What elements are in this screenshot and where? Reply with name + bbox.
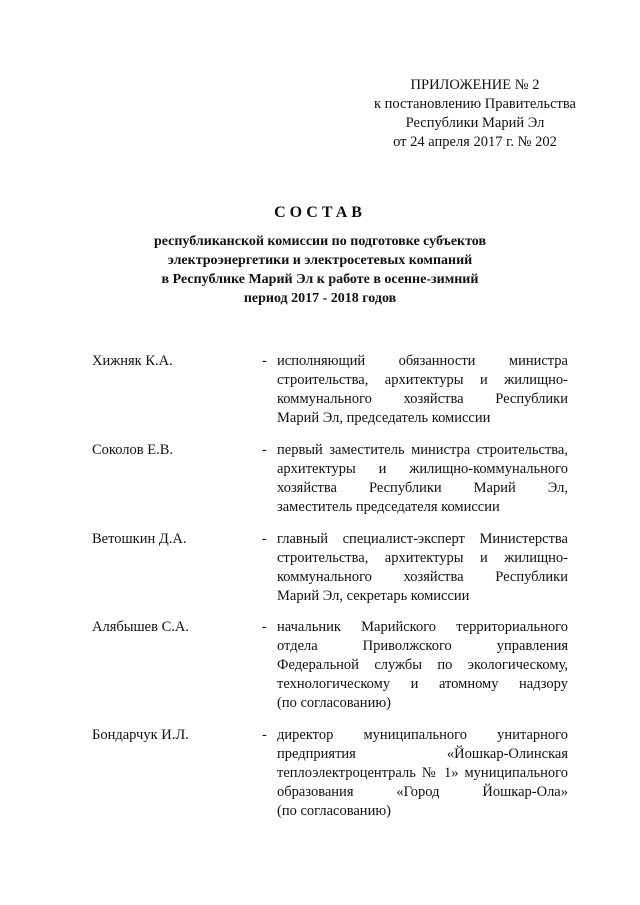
member-role	[277, 530, 568, 606]
role-line: Марий Эл, председатель комиссии	[277, 410, 491, 426]
role-line: заместитель председателя комиссии	[277, 499, 500, 515]
document-subtitle	[120, 232, 520, 308]
role-line: исполняющий обязанности министра	[277, 353, 568, 369]
role-line: отдела Приволжского управления	[277, 638, 568, 654]
role-line: строительства, архитектуры и жилищно-	[277, 550, 568, 566]
role-line: Федеральной службы по экологическому,	[277, 657, 568, 673]
appendix-ref: к постановлению Правительства	[374, 96, 576, 112]
member-name: Хижняк К.А.	[92, 353, 173, 369]
member-dash: -	[262, 727, 267, 743]
role-line: коммунального хозяйства Республики	[277, 391, 568, 407]
subtitle-line: в Республике Марий Эл к работе в осенне-зимний	[161, 272, 479, 287]
member-name: Алябышев С.А.	[92, 619, 189, 635]
document-title: СОСТАВ	[274, 204, 366, 221]
member-role	[277, 441, 568, 517]
role-line: предприятия «Йошкар-Олинская	[277, 746, 568, 762]
member-name: Бондарчук И.Л.	[92, 727, 189, 743]
appendix-date: от 24 апреля 2017 г. № 202	[393, 134, 557, 150]
subtitle-line: период 2017 - 2018 годов	[243, 291, 397, 306]
role-line: коммунального хозяйства Республики	[277, 569, 568, 585]
role-line: строительства, архитектуры и жилищно-	[277, 372, 568, 388]
role-line: хозяйства Республики Марий Эл,	[277, 480, 568, 496]
appendix-header	[340, 76, 610, 152]
subtitle-line: электроэнергетики и электросетевых компаний	[167, 253, 473, 268]
member-dash: -	[262, 619, 267, 635]
role-line: архитектуры и жилищно-коммунального	[277, 461, 568, 477]
appendix-republic: Республики Марий Эл	[405, 115, 545, 131]
member-role	[277, 352, 568, 428]
role-line: Марий Эл, секретарь комиссии	[277, 588, 470, 604]
role-line: начальник Марийского территориального	[277, 619, 568, 635]
appendix-title: ПРИЛОЖЕНИЕ № 2	[410, 77, 540, 93]
role-line: первый заместитель министра строительства,	[277, 442, 568, 458]
member-role	[277, 726, 568, 821]
role-line: теплоэлектроцентраль № 1» муниципального	[277, 765, 568, 781]
member-dash: -	[262, 442, 267, 458]
role-line: директор муниципального унитарного	[277, 727, 568, 743]
role-line: технологическому и атомному надзору	[277, 676, 568, 692]
member-name: Ветошкин Д.А.	[92, 531, 187, 547]
subtitle-line: республиканской комиссии по подготовке субъектов	[153, 234, 486, 249]
role-line: (по согласованию)	[277, 695, 391, 711]
role-line: образования «Город Йошкар-Ола»	[277, 784, 568, 800]
member-role	[277, 618, 568, 713]
member-dash: -	[262, 531, 267, 547]
member-name: Соколов Е.В.	[92, 442, 174, 458]
role-line: главный специалист-эксперт Министерства	[277, 531, 568, 547]
role-line: (по согласованию)	[277, 803, 391, 819]
member-dash: -	[262, 353, 267, 369]
